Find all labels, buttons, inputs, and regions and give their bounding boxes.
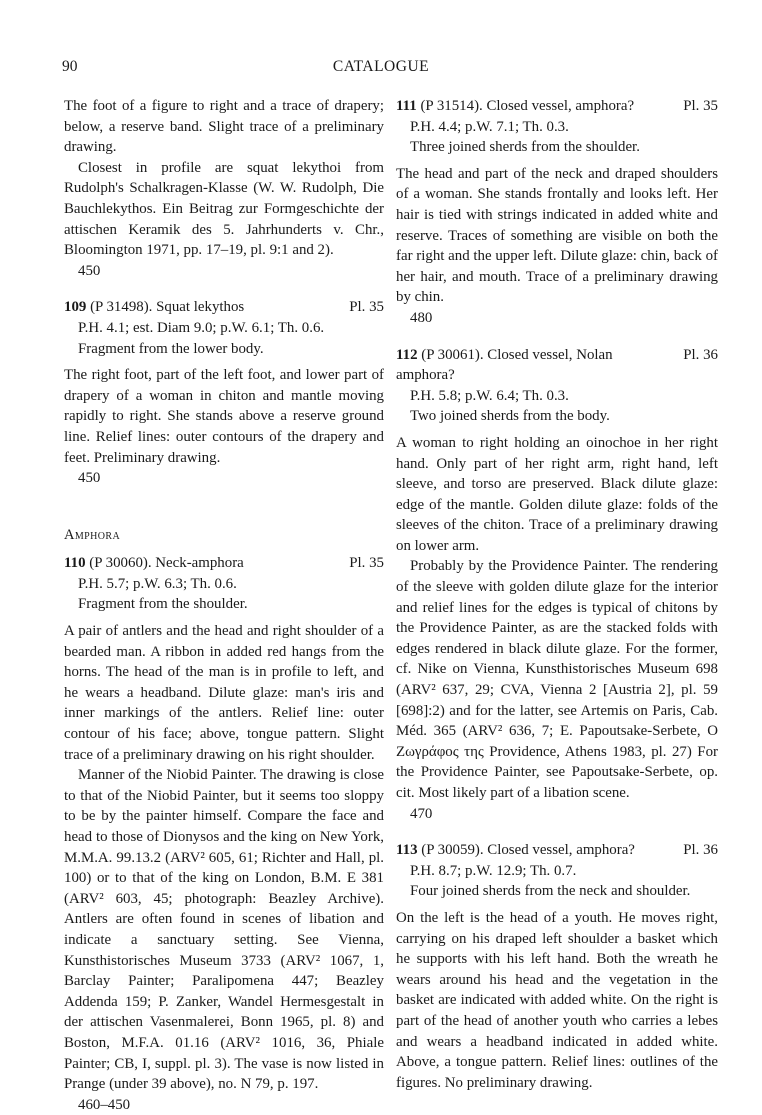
entry-fragment: Four joined sherds from the neck and shoulder. — [410, 883, 691, 900]
catalogue-entry-111 — [396, 96, 718, 329]
entry-title-text: (P 31498). Squat lekythos — [90, 299, 245, 316]
entry-dimensions: P.H. 5.8; p.W. 6.4; Th. 0.3. — [410, 387, 569, 404]
entry-heading — [64, 297, 384, 318]
entry-heading — [396, 840, 718, 861]
section-heading: Amphora — [64, 526, 121, 543]
entry-description: A woman to right holding an oinochoe in her right hand. Only part of her right arm, right hand, left sleeve, and torso are preserved. Black dilute glaze: edge of the mantle. Golden dilute glaze: folds of the sleeves of the chiton. Trace of a preliminary drawing on lower arm. — [396, 434, 718, 554]
catalogue-entry-109 — [64, 297, 384, 488]
entry-title — [396, 96, 634, 117]
plate-reference: Pl. 35 — [683, 98, 718, 114]
entry-description: On the left is the head of a youth. He moves right, carrying on his draped left shoulder a basket which he supports with his left hand. Both the wreath he wears around his head and the vegetation in the basket are indicated with added white. On the right is part of the head of another youth who carries a lebes and wears a headband indicated in added white. Above, a tongue pattern. Relief lines: outlines of the figures. No preliminary drawing. — [396, 909, 718, 1091]
entry-description: The head and part of the neck and draped shoulders of a woman. She stands frontally and looks left. Her hair is tied with strings indicated in added white and reserve. Traces of something are visible on both the far right and the upper left. Dilute glaze: chin, back of her hair, and mouth. Trace of a preliminary drawing by chin. — [396, 165, 718, 306]
plate-reference: Pl. 36 — [683, 346, 718, 363]
entry-title — [64, 297, 244, 318]
entry-description: The right foot, part of the left foot, and lower part of drapery of a woman in chiton and mantle moving rapidly to right. She stands above a reserve ground line. Relief lines: outer contours of the drapery and feet. Preliminary drawing. — [64, 367, 384, 466]
entry-heading — [396, 96, 718, 117]
entry-fragment: Two joined sherds from the body. — [410, 408, 610, 425]
entry-title-text: (P 30060). Neck-amphora — [89, 555, 244, 572]
entry-heading — [64, 553, 384, 574]
page-number: 90 — [62, 58, 78, 75]
entry-fragment: Fragment from the lower body. — [78, 340, 264, 357]
plate-reference: Pl. 35 — [349, 555, 384, 572]
entry-title — [64, 553, 244, 574]
entry-dimensions: P.H. 4.1; est. Diam 9.0; p.W. 6.1; Th. 0.6. — [78, 319, 325, 336]
entry-number: 112 — [396, 346, 418, 363]
intro-description: The foot of a figure to right and a trace of drapery; below, a reserve band. Slight trace of a preliminary drawing. — [64, 98, 384, 156]
entry-number: 111 — [396, 98, 417, 114]
entry-title-text: (P 30059). Closed vessel, amphora? — [421, 842, 635, 859]
entry-heading — [396, 345, 718, 386]
plate-reference: Pl. 35 — [349, 299, 384, 316]
entry-fragment: Three joined sherds from the shoulder. — [410, 139, 640, 156]
catalogue-entry-113 — [396, 840, 718, 1093]
entry-dimensions: P.H. 8.7; p.W. 12.9; Th. 0.7. — [410, 862, 577, 879]
running-title: CATALOGUE — [332, 58, 430, 75]
entry-title — [396, 345, 636, 386]
entry-date: 460–450 — [78, 1096, 131, 1113]
right-column — [396, 96, 718, 1093]
entry-commentary: Probably by the Providence Painter. The rendering of the sleeve with golden dilute glaze for the interior and relief lines for the edges is typical of chitons by the Providence Painter, as are the stacked folds with edges rendered in black dilute glaze. For the former, cf. Nike on Vienna, Kunsthistorisches Museum 698 (ARV² 637, 29; CVA, Vienna 2 [Austria 2], pl. 59 [698]:2) and for the latter, see Artemis on Paris, Cab. Méd. 365 (ARV² 636, 7; E. Papoutsake-Serbete, O Ζωγράφος της Providence, Athens 1983, pl. 27) For the Providence Painter, see Papoutsake-Serbete, op. cit. Most likely part of a libation scene. — [396, 558, 718, 801]
entry-title-text: (P 30061). Closed vessel, Nolan amphora? — [396, 346, 613, 384]
catalogue-entry-110 — [64, 553, 384, 1115]
entry-number: 113 — [396, 842, 418, 859]
entry-date: 470 — [410, 805, 433, 822]
entry-title — [396, 840, 635, 861]
catalogue-entry-112 — [396, 345, 718, 825]
entry-dimensions: P.H. 5.7; p.W. 6.3; Th. 0.6. — [78, 575, 237, 592]
page-header — [62, 58, 700, 80]
entry-commentary: Manner of the Niobid Painter. The drawing is close to that of the Niobid Painter, but it seems too sloppy to be by the painter himself. Compare the face and head to those of Dionysos and the king on New York, M.M.A. 99.13.2 (ARV² 605, 61; Richter and Hall, pl. 100) or to that of the king on London, B.M. E 381 (ARV² 603, 45; photograph: Beazley Archive). Antlers are often found in scenes of libation and indicate a sanctuary setting. See Vienna, Kunsthistorisches Museum 3733 (ARV² 1067, 1, Barclay Painter; Paralipomena 447; Beazley Addenda 159; P. Zanker, Wandel Hermesgestalt in der attischen Vasenmalerei, Bonn 1965, pl. 8) and Boston, M.F.A. 01.16 (ARV² 1016, 36, Phiale Painter; CB, I, suppl. pl. 3). The vase is now listed in Prange (under 39 above), no. N 79, p. 197. — [64, 767, 384, 1093]
entry-number: 109 — [64, 299, 87, 316]
entry-title-text: (P 31514). Closed vessel, amphora? — [420, 98, 635, 114]
entry-date: 450 — [78, 470, 101, 487]
entry-date: 480 — [410, 309, 433, 326]
entry-number: 110 — [64, 555, 86, 572]
entry-dimensions: P.H. 4.4; p.W. 7.1; Th. 0.3. — [410, 118, 569, 135]
plate-reference: Pl. 36 — [683, 842, 718, 859]
intro-date: 450 — [78, 262, 101, 279]
left-column — [64, 96, 384, 1115]
intro-comment: Closest in profile are squat lekythoi from Rudolph's Schalkragen-Klasse (W. W. Rudolph, Die Bauchlekythos. Ein Beitrag zur Formgeschichte der attischen Keramik des 5. Jahrhunderts v. Chr., Bloomington 1971, pp. 17–19, pl. 9:1 and 2). — [64, 159, 384, 259]
entry-description: A pair of antlers and the head and right shoulder of a bearded man. A ribbon in added red hangs from the horns. The head of the man is in profile to left, and he wears a headband. Dilute glaze: man's iris and inner markings of the antlers. Relief line: outer contour of his face; above, tongue pattern. Slight trace of a preliminary drawing on his right shoulder. — [64, 623, 384, 763]
entry-fragment: Fragment from the shoulder. — [78, 596, 248, 613]
